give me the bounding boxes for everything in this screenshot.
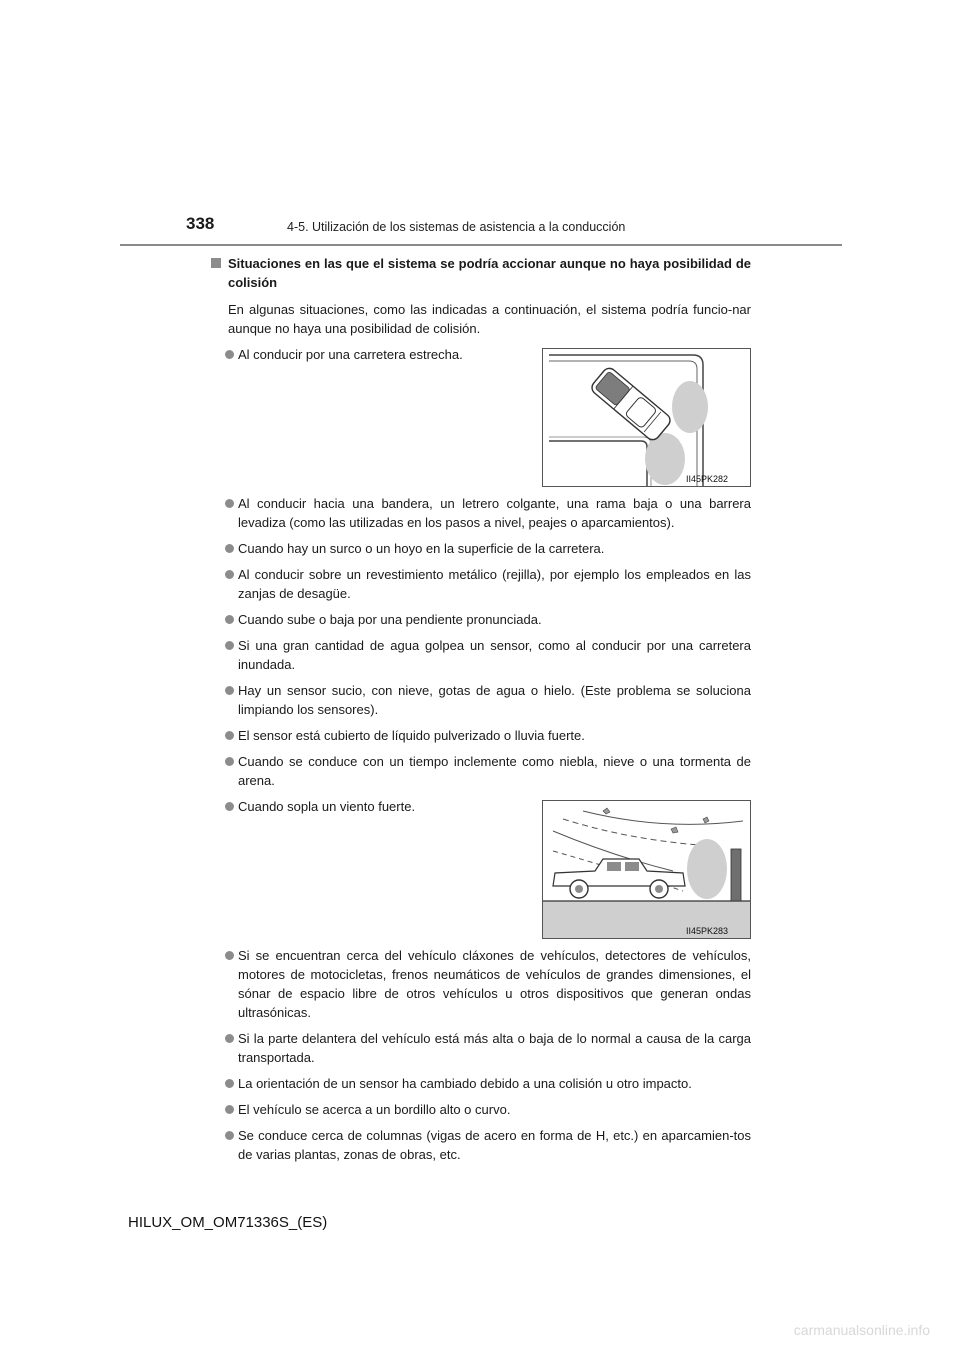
list-item-text: Si se encuentran cerca del vehículo cláxones de vehículos, detectores de vehículos, motores de motocicletas, frenos neumáticos de vehículos de grandes dimensiones, el sónar de espacio libre de otros vehículos u otros dispositivos que generan ondas ultrasónicas. [238, 948, 751, 1020]
list-item-text: El vehículo se acerca a un bordillo alto o curvo. [238, 1102, 511, 1117]
figure-code: II45PK283 [685, 926, 728, 936]
document-id: HILUX_OM_OM71336S_(ES) [128, 1214, 328, 1231]
list-item [211, 681, 751, 719]
circle-bullet-icon [225, 544, 234, 553]
circle-bullet-icon [225, 570, 234, 579]
list-item-text: La orientación de un sensor ha cambiado debido a una colisión u otro impacto. [238, 1076, 692, 1091]
list-item [211, 946, 751, 1022]
circle-bullet-icon [225, 731, 234, 740]
list-item-text: Hay un sensor sucio, con nieve, gotas de agua o hielo. (Este problema se soluciona limpiando los sensores). [238, 683, 751, 717]
circle-bullet-icon [225, 802, 234, 811]
item-with-figure [211, 790, 751, 939]
page-header [0, 0, 960, 250]
list-item-text: Cuando se conduce con un tiempo inclemente como niebla, nieve o una tormenta de arena. [238, 754, 751, 788]
list-item-text: Si una gran cantidad de agua golpea un sensor, como al conducir por una carretera inundada. [238, 638, 751, 672]
list-item [211, 752, 751, 790]
list-item-text: Al conducir sobre un revestimiento metálico (rejilla), por ejemplo los empleados en las zanjas de desagüe. [238, 567, 751, 601]
section-title-text: Situaciones en las que el sistema se podría accionar aunque no haya posibilidad de colisión [228, 256, 751, 290]
circle-bullet-icon [225, 757, 234, 766]
circle-bullet-icon [225, 1079, 234, 1088]
list-item [211, 610, 751, 629]
list-item [211, 797, 508, 816]
circle-bullet-icon [225, 1034, 234, 1043]
list-item [211, 1126, 751, 1164]
strong-wind-illustration [543, 801, 750, 938]
circle-bullet-icon [225, 951, 234, 960]
circle-bullet-icon [225, 686, 234, 695]
chapter-title: 4-5. Utilización de los sistemas de asistencia a la conducción [287, 220, 626, 234]
section-intro: En algunas situaciones, como las indicadas a continuación, el sistema podría funcio-nar aunque no haya una posibilidad de colisión. [228, 302, 751, 336]
circle-bullet-icon [225, 615, 234, 624]
main-content [211, 254, 751, 1164]
circle-bullet-icon [225, 641, 234, 650]
list-item-text: Cuando hay un surco o un hoyo en la superficie de la carretera. [238, 541, 605, 556]
strong-wind-figure [542, 800, 751, 939]
watermark: carmanualsonline.info [793, 1322, 930, 1338]
item-with-figure [211, 338, 751, 487]
square-bullet-icon [211, 258, 221, 268]
list-item [211, 565, 751, 603]
list-item [211, 345, 508, 364]
list-item [211, 539, 751, 558]
list-item-text: Se conduce cerca de columnas (vigas de acero en forma de H, etc.) en aparcamien-tos de varias plantas, zonas de obras, etc. [238, 1128, 751, 1162]
figure-code: II45PK282 [685, 474, 728, 484]
circle-bullet-icon [225, 1131, 234, 1140]
list-item-text: El sensor está cubierto de líquido pulverizado o lluvia fuerte. [238, 728, 585, 743]
list-item [211, 494, 751, 532]
list-item-text: Al conducir hacia una bandera, un letrero colgante, una rama baja o una barrera levadiza (como las utilizadas en los pasos a nivel, peajes o aparcamientos). [238, 496, 751, 530]
list-item-text: Si la parte delantera del vehículo está más alta o baja de lo normal a causa de la carga transportada. [238, 1031, 751, 1065]
list-item [211, 1100, 751, 1119]
list-item-text: Al conducir por una carretera estrecha. [238, 347, 463, 362]
narrow-road-illustration [543, 349, 750, 486]
list-item-text: Cuando sube o baja por una pendiente pronunciada. [238, 612, 542, 627]
page-number: 338 [186, 214, 215, 233]
section-heading [211, 254, 751, 292]
list-item [211, 1029, 751, 1067]
circle-bullet-icon [225, 499, 234, 508]
circle-bullet-icon [225, 1105, 234, 1114]
list-item [211, 636, 751, 674]
list-item [211, 726, 751, 745]
narrow-road-figure [542, 348, 751, 487]
circle-bullet-icon [225, 350, 234, 359]
list-item-text: Cuando sopla un viento fuerte. [238, 799, 416, 814]
list-item [211, 1074, 751, 1093]
header-divider [120, 244, 842, 246]
